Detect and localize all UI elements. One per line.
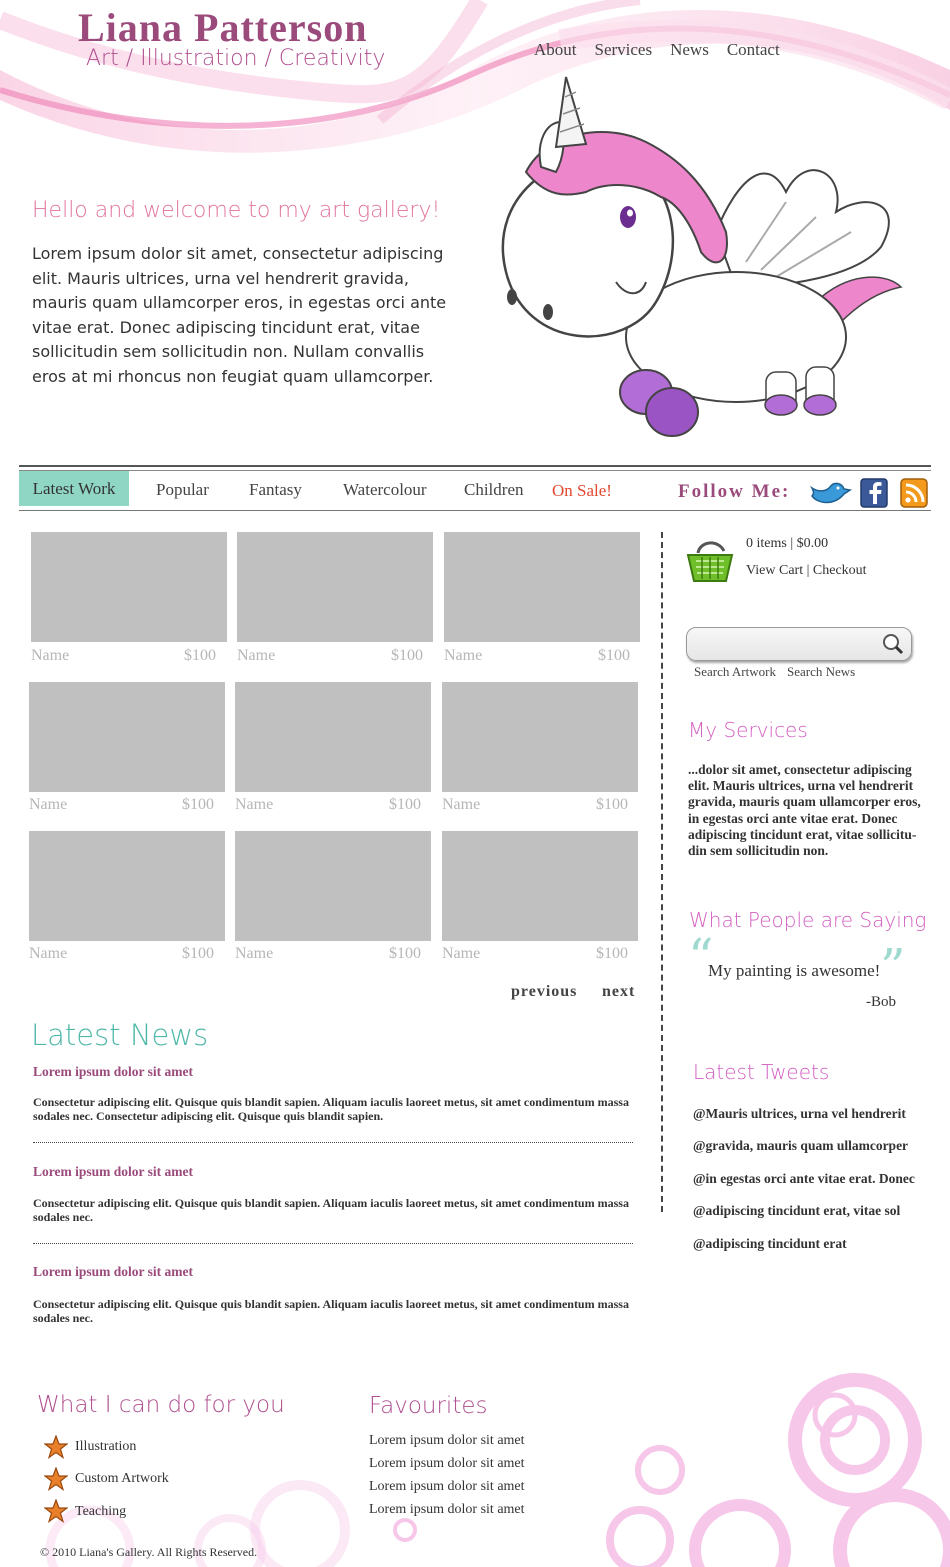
- tweets-heading: Latest Tweets: [693, 1060, 830, 1084]
- top-nav: [534, 40, 780, 60]
- gallery-item-name[interactable]: Name: [442, 945, 481, 962]
- services-list-heading: What I can do for you: [37, 1392, 285, 1418]
- gallery-thumbnail[interactable]: [444, 532, 640, 642]
- rss-icon[interactable]: [900, 478, 928, 508]
- search-icon[interactable]: [881, 632, 905, 656]
- testimonial-quote: My painting is awesome!: [708, 961, 881, 980]
- gallery-thumbnail[interactable]: [235, 831, 431, 941]
- category-bar-bottom-rule: [19, 510, 931, 511]
- tab-on-sale[interactable]: On Sale!: [552, 481, 612, 500]
- gallery-item-price: $100: [184, 647, 216, 664]
- testimonial-author: -Bob: [866, 994, 896, 1010]
- nav-about[interactable]: About: [534, 40, 577, 59]
- star-icon: [44, 1467, 68, 1491]
- gallery-item-name[interactable]: Name: [237, 647, 276, 664]
- next-link[interactable]: next: [602, 983, 636, 1000]
- nav-services[interactable]: Services: [594, 40, 653, 59]
- tab-popular[interactable]: Popular: [156, 480, 209, 499]
- news-separator: [33, 1142, 633, 1143]
- favourite-link[interactable]: Lorem ipsum dolor sit amet: [369, 1433, 525, 1448]
- gallery-item-name[interactable]: Name: [29, 796, 68, 813]
- news-item-title[interactable]: Lorem ipsum dolor sit amet: [33, 1264, 193, 1279]
- gallery-thumbnail[interactable]: [31, 532, 227, 642]
- copyright-text: © 2010 Liana's Gallery. All Rights Reserved.: [40, 1545, 258, 1559]
- gallery-item-name[interactable]: Name: [444, 647, 483, 664]
- gallery-thumbnail[interactable]: [442, 831, 638, 941]
- gallery-thumbnail[interactable]: [237, 532, 433, 642]
- favourite-link[interactable]: Lorem ipsum dolor sit amet: [369, 1502, 525, 1517]
- tab-watercolour[interactable]: Watercolour: [343, 480, 427, 499]
- tab-latest-work[interactable]: Latest Work: [19, 471, 129, 506]
- footer-swirl-decoration: [0, 1340, 950, 1567]
- search-box[interactable]: [686, 627, 912, 661]
- gallery-item-price: $100: [389, 796, 421, 813]
- search-input[interactable]: [697, 634, 877, 654]
- facebook-icon[interactable]: [860, 478, 888, 508]
- gallery-item-name[interactable]: Name: [29, 945, 68, 962]
- tweet-item[interactable]: @in egestas orci ante vitae erat. Donec: [693, 1171, 915, 1186]
- shopping-basket-icon[interactable]: [684, 537, 736, 583]
- view-cart-link[interactable]: View Cart: [746, 563, 804, 578]
- open-quote-icon: “: [688, 928, 714, 986]
- search-news-link[interactable]: Search News: [787, 664, 856, 679]
- nav-contact[interactable]: Contact: [726, 40, 780, 59]
- tweet-item[interactable]: @Mauris ultrices, urna vel hendrerit: [693, 1106, 906, 1121]
- tab-children[interactable]: Children: [464, 480, 524, 499]
- tab-fantasy[interactable]: Fantasy: [249, 480, 302, 499]
- tweet-item[interactable]: @adipiscing tincidunt erat: [693, 1236, 847, 1251]
- search-artwork-link[interactable]: Search Artwork: [694, 664, 776, 679]
- news-item-body: Consectetur adipiscing elit. Quisque quis blandit sapien. Aliquam iaculis laoreet metus, sit amet condimentum massa sodales nec.: [33, 1297, 629, 1325]
- news-item-title[interactable]: Lorem ipsum dolor sit amet: [33, 1164, 193, 1179]
- cart-summary: 0 items | $0.00: [746, 536, 829, 551]
- cart-link-separator: |: [803, 563, 813, 578]
- testimonials-heading: What People are Saying: [689, 908, 927, 932]
- welcome-text: Lorem ipsum dolor sit amet, consectetur adipiscing elit. Mauris ultrices, urna vel hendrerit gravida, mauris quam ullamcorper eros, in egestas orci ante vitae erat. Donec adipiscing tincidunt erat, vitae sollicitudin sem sollicitudin non. Nullam convallis eros at mi rhoncus non feugiat quam ullamcorper.: [32, 244, 447, 386]
- news-item-title[interactable]: Lorem ipsum dolor sit amet: [33, 1064, 193, 1079]
- gallery-item-name[interactable]: Name: [235, 796, 274, 813]
- follow-me-label: Follow Me:: [678, 481, 791, 502]
- news-item-body: Consectetur adipiscing elit. Quisque quis blandit sapien. Aliquam iaculis laoreet metus, sit amet condimentum massa sodales nec.: [33, 1196, 629, 1224]
- gallery-item-price: $100: [182, 945, 214, 962]
- checkout-link[interactable]: Checkout: [812, 563, 867, 578]
- category-bar-inner-rule: [19, 470, 931, 471]
- site-tagline: Art / Illustration / Creativity: [86, 46, 386, 71]
- site-logo-title[interactable]: Liana Patterson: [78, 5, 368, 50]
- star-icon: [44, 1499, 68, 1523]
- gallery-item-name[interactable]: Name: [442, 796, 481, 813]
- gallery-item-price: $100: [598, 647, 630, 664]
- services-text: ...dolor sit amet, consectetur adipiscing elit. Mauris ultrices, urna vel hendrerit gravida, mauris quam ullamcorper eros, in egestas orci ante vitae erat. Donec adipiscing tincidunt erat, vitae sollicitu-din sem sollicitudin non.: [688, 762, 921, 859]
- twitter-bird-icon[interactable]: [808, 478, 852, 508]
- favourite-link[interactable]: Lorem ipsum dolor sit amet: [369, 1456, 525, 1471]
- service-item[interactable]: Illustration: [75, 1439, 137, 1454]
- gallery-thumbnail[interactable]: [442, 682, 638, 792]
- previous-link[interactable]: previous: [511, 983, 578, 1000]
- close-quote-icon: ”: [880, 938, 906, 996]
- category-bar-top-rule: [19, 465, 931, 467]
- services-heading: My Services: [688, 718, 808, 742]
- gallery-thumbnail[interactable]: [29, 831, 225, 941]
- gallery-thumbnail[interactable]: [235, 682, 431, 792]
- tweet-item[interactable]: @gravida, mauris quam ullamcorper: [693, 1138, 909, 1153]
- gallery-item-price: $100: [391, 647, 423, 664]
- gallery-item-price: $100: [389, 945, 421, 962]
- news-separator: [33, 1243, 633, 1244]
- star-icon: [44, 1435, 68, 1459]
- favourites-heading: Favourites: [369, 1393, 488, 1419]
- gallery-thumbnail[interactable]: [29, 682, 225, 792]
- cart-links: [746, 563, 867, 579]
- favourite-link[interactable]: Lorem ipsum dolor sit amet: [369, 1479, 525, 1494]
- gallery-item-price: $100: [596, 796, 628, 813]
- column-divider: [661, 532, 663, 1212]
- tweet-item[interactable]: @adipiscing tincidunt erat, vitae sol: [693, 1203, 901, 1218]
- gallery-item-name[interactable]: Name: [31, 647, 70, 664]
- service-item[interactable]: Custom Artwork: [75, 1471, 169, 1486]
- latest-news-heading: Latest News: [31, 1018, 209, 1052]
- gallery-item-name[interactable]: Name: [235, 945, 274, 962]
- nav-news[interactable]: News: [670, 40, 709, 59]
- news-item-body: Consectetur adipiscing elit. Quisque quis blandit sapien. Aliquam iaculis laoreet metus, sit amet condimentum massa sodales nec. Consectetur adipiscing elit. Quisque quis blandit sapien.: [33, 1095, 629, 1123]
- gallery-item-price: $100: [182, 796, 214, 813]
- gallery-item-price: $100: [596, 945, 628, 962]
- welcome-heading: Hello and welcome to my art gallery!: [32, 198, 441, 223]
- unicorn-illustration: [486, 72, 916, 452]
- service-item[interactable]: Teaching: [75, 1504, 127, 1519]
